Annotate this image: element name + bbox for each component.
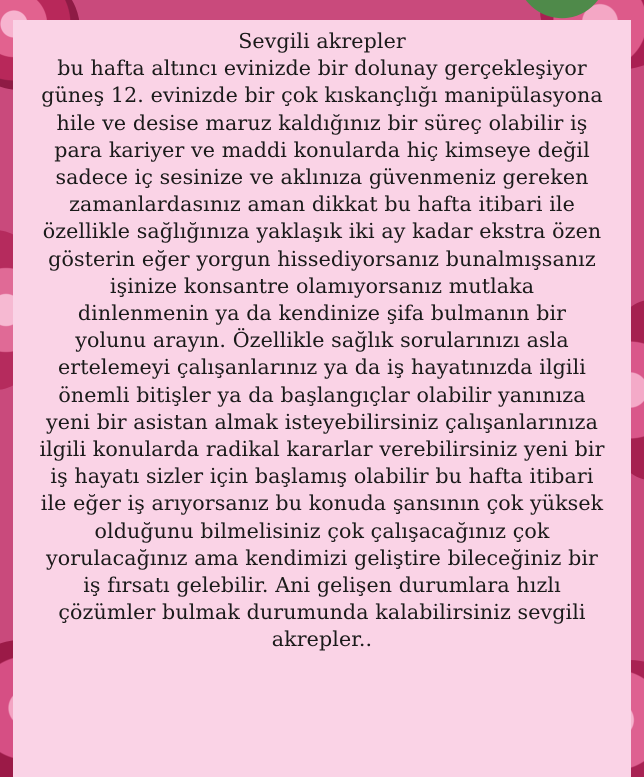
text-line: gösterin eğer yorgun hissediyorsanız bunalmışsanız <box>48 246 596 271</box>
text-line: yorulacağınız ama kendimizi geliştire bileceğiniz bir <box>46 545 598 570</box>
text-line: ertelemeyi çalışanlarınız ya da iş hayatınızda ilgili <box>58 355 586 380</box>
text-line: çözümler bulmak durumunda kalabilirsiniz sevgili <box>58 600 586 625</box>
text-line: hile ve desise maruz kaldığınız bir süreç olabilir iş <box>56 110 588 135</box>
text-line: yolunu arayın. Özellikle sağlık sorularınızı asla <box>75 328 569 353</box>
text-line: yeni bir asistan almak isteyebilirsiniz çalışanlarınıza <box>46 409 598 434</box>
text-line: zamanlardasınız aman dikkat bu hafta itibari ile <box>69 192 575 217</box>
text-line: para kariyer ve maddi konularda hiç kimseye değil <box>54 137 590 162</box>
text-line: ilgili konularda radikal kararlar verebilirsiniz yeni bir <box>39 437 605 462</box>
text-line: iş hayatı sizler için başlamış olabilir bu hafta itibari <box>50 464 594 489</box>
text-line: dinlenmenin ya da kendinize şifa bulmanın bir <box>77 301 567 326</box>
text-card <box>13 20 631 777</box>
horoscope-text <box>13 28 631 654</box>
text-line: önemli bitişler ya da başlangıçlar olabilir yanınıza <box>58 382 586 407</box>
text-line: olduğunu bilmelisiniz çok çalışacağınız çok <box>94 518 550 543</box>
text-line: bu hafta altıncı evinizde bir dolunay gerçekleşiyor <box>57 56 587 81</box>
text-line: akrepler.. <box>271 627 373 652</box>
text-line: güneş 12. evinizde bir çok kıskançlığı manipülasyona <box>41 83 603 108</box>
text-line: iş fırsatı gelebilir. Ani gelişen durumlara hızlı <box>83 573 561 598</box>
text-line: özellikle sağlığınıza yaklaşık iki ay kadar ekstra özen <box>42 219 602 244</box>
post-title: Sevgili akrepler <box>238 29 406 53</box>
text-line: sadece iç sesinize ve aklınıza güvenmeniz gereken <box>55 165 589 190</box>
text-line: ile eğer iş arıyorsanız bu konuda şansının çok yüksek <box>40 491 604 516</box>
text-line: işinize konsantre olamıyorsanız mutlaka <box>109 273 535 298</box>
